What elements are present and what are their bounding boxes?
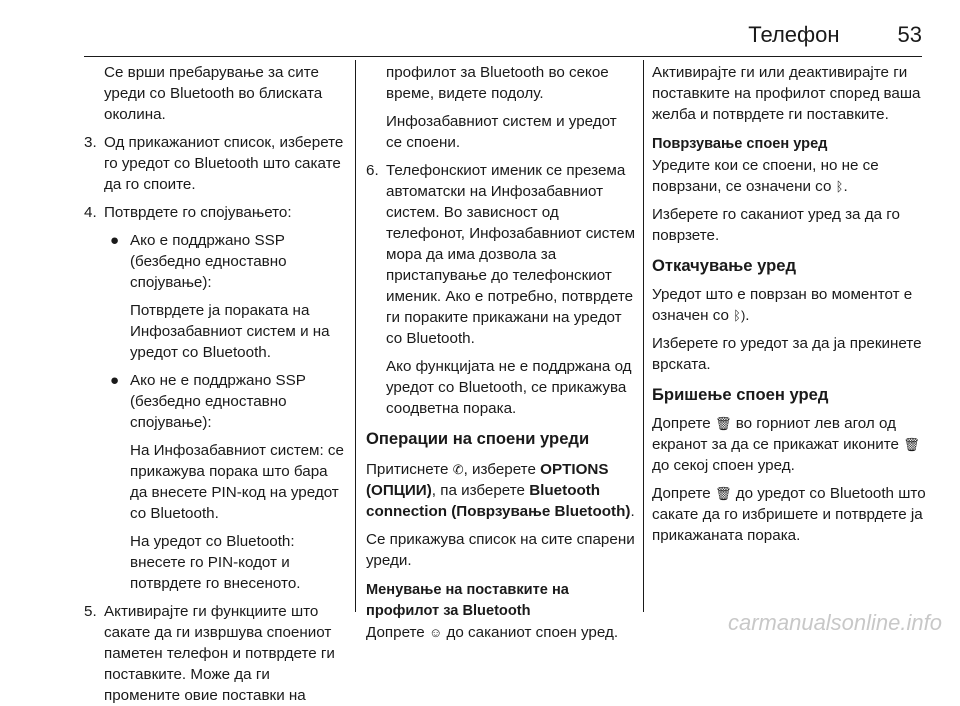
text-fragment: . <box>630 503 635 520</box>
instruction-text <box>366 622 636 643</box>
options-label: OPTIONS (ОПЦИИ) <box>366 461 609 499</box>
step-number: 4. <box>84 204 97 221</box>
text-fragment: во горниот лев агол од екранот за да се прикажат иконите <box>652 415 899 453</box>
step-5 <box>84 601 348 706</box>
step-number: 5. <box>84 603 97 620</box>
header-rule <box>84 56 922 57</box>
sub-heading: Поврзување споен уред <box>652 136 828 152</box>
intro-text: Се врши пребарување за сите уреди со Bluetooth во блиската околина. <box>104 64 323 123</box>
bluetooth-connection-label: Bluetooth connection (Поврзување Bluetooth) <box>366 482 631 520</box>
step-3 <box>84 132 348 195</box>
text-fragment: Уредите кои се споени, но не се поврзани, се означени со <box>652 157 879 195</box>
text-fragment: Притиснете <box>366 461 449 478</box>
continued-text: профилот за Bluetooth во секое време, видете подолу. <box>386 64 609 102</box>
watermark: carmanualsonline.info <box>727 610 942 635</box>
bullet-detail: На Инфозабавниот систем: се прикажува порака што бара да внесете PIN-код на уредот со Bluetooth. <box>130 442 344 522</box>
step-note: Ако функцијата не е поддржана од уредот со Bluetooth, се прикажува соодветна порака. <box>386 358 632 417</box>
text-fragment: , изберете <box>463 461 536 478</box>
text-fragment: . <box>843 178 848 195</box>
bullet-ssp <box>84 230 348 293</box>
bullet-detail: На уредот со Bluetooth: внесете го PIN-кодот и потврдете го внесеното. <box>130 533 301 592</box>
page-title: Телефон <box>748 22 840 47</box>
body-text: Изберете го уредот за да ја прекинете врската. <box>652 335 922 373</box>
phone-icon: ✆ <box>452 462 464 477</box>
step-text: Од прикажаниот список, изберете го уредот со Bluetooth што сакате да го споите. <box>104 134 344 193</box>
body-text <box>652 155 927 197</box>
bullet-text: Ако не е поддржано SSP (безбедно едноставно спојување): <box>130 372 306 431</box>
section-heading: Операции на споени уреди <box>366 429 590 448</box>
page-number: 53 <box>897 22 922 47</box>
instruction-text <box>366 459 636 522</box>
text-fragment: до саканиот споен уред. <box>446 624 619 641</box>
step-number: 3. <box>84 134 97 151</box>
column-2 <box>366 62 636 643</box>
text-fragment: , па изберете <box>431 482 525 499</box>
body-text <box>652 284 927 326</box>
bullet-text: Ако е поддржано SSP (безбедно едноставно спојување): <box>130 232 287 291</box>
section-heading: Откачување уред <box>652 256 797 275</box>
column-divider <box>355 60 356 612</box>
bluetooth-connected-icon: ᛒ) <box>733 308 746 323</box>
section-heading: Бришење споен уред <box>652 385 829 404</box>
step-number: 6. <box>366 162 379 179</box>
profile-text: Активирајте ги или деактивирајте ги поставките на профилот според ваша желба и потврдете ги поставките. <box>652 64 921 123</box>
text-fragment: Уредот што е поврзан во моментот е означен со <box>652 286 913 324</box>
column-3 <box>652 62 927 546</box>
body-text <box>652 413 927 476</box>
page-header <box>748 22 922 54</box>
body-text: Изберете го саканиот уред за да го поврзете. <box>652 206 900 244</box>
text-fragment: Допрете <box>366 624 425 641</box>
step-text: Телефонскиот именик се презема автоматски на Инфозабавниот систем. Во зависност од телефонот, Инфозабавниот систем мора да има дозвола за пристапување до телефонскиот именик. Ако е потребно, потврдете ги пораките прикажани на уредот со Bluetooth. <box>386 162 636 347</box>
text-fragment: Допрете <box>652 415 711 432</box>
bullet-dot: ● <box>110 232 120 249</box>
bullet-no-ssp <box>84 370 348 433</box>
step-text: Активирајте ги функциите што сакате да ги извршува споениот паметен телефон и потврдете ги поставките. Може да ги промените овие поставки на <box>104 603 335 704</box>
text-fragment: . <box>745 307 750 324</box>
column-1 <box>84 62 348 706</box>
step-text: Потврдете го спојувањето: <box>104 204 292 221</box>
text-fragment: до секој споен уред. <box>652 457 795 474</box>
trash-icon: 🗑 <box>714 416 732 431</box>
sub-heading: Менување на поставките на профилот за Bluetooth <box>366 582 569 619</box>
continued-text: Инфозабавниот систем и уредот се споени. <box>386 113 617 151</box>
list-text: Се прикажува список на сите спарени уреди. <box>366 531 635 569</box>
step-6 <box>366 160 636 349</box>
step-4 <box>84 202 348 223</box>
bluetooth-icon: ᛒ <box>835 179 844 194</box>
bullet-detail: Потврдете ја пораката на Инфозабавниот систем и на уредот со Bluetooth. <box>130 302 330 361</box>
text-fragment: Допрете <box>652 485 711 502</box>
body-text <box>652 483 927 546</box>
text-fragment: до уредот со Bluetooth што сакате да го избришете и потврдете ја прикажаната порака. <box>652 485 926 544</box>
person-settings-icon: ☺ <box>428 625 443 640</box>
column-divider <box>643 60 644 612</box>
trash-icon: 🗑 <box>903 437 920 452</box>
bullet-dot: ● <box>110 372 120 389</box>
trash-icon: 🗑 <box>714 486 732 501</box>
